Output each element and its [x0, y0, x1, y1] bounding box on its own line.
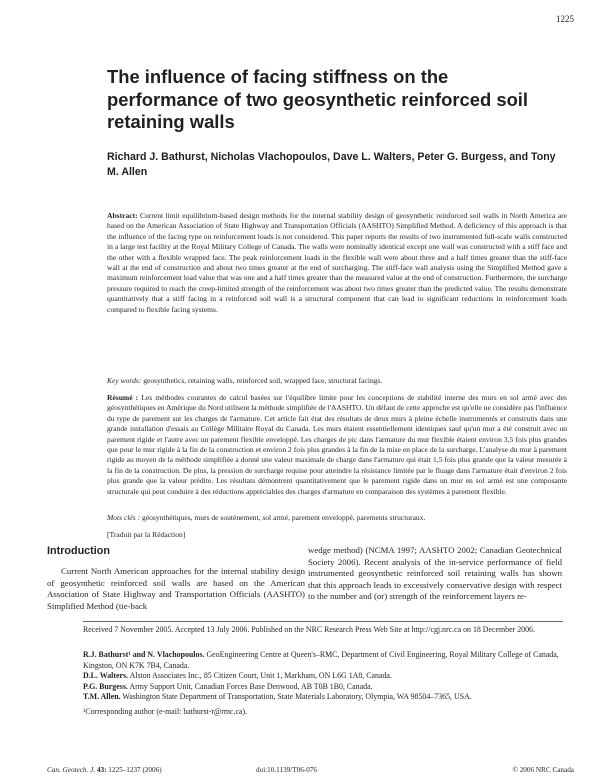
affiliation-text: Alston Associates Inc., 85 Citizen Court, Unit 1, Markham, ON L6G 1A8, Canada.	[129, 671, 392, 681]
affiliation-name: D.L. Walters.	[83, 671, 129, 681]
motscles-text: géosynthétiques, murs de soutènement, sol armé, parement enveloppé, parements structuraux.	[142, 513, 426, 522]
affiliation-text: Army Support Unit, Canadian Forces Base Denwood, AB T0B 1B0, Canada.	[129, 681, 373, 691]
resume-label: Résumé :	[107, 393, 139, 402]
section-heading-introduction: Introduction	[47, 545, 110, 557]
intro-right-column: wedge method) (NCMA 1997; AASHTO 2002; Canadian Geotechnical Society 2006). Recent analysis of the in-service performance of field instrumented geosynthetic reinforced soil retaining walls has shown that this approach leads to excessively conservative design with respect to the number and (or) strength of the reinforcement layers re-	[308, 545, 562, 602]
affiliation-name: R.J. Bathurst¹ and N. Vlachopoulos.	[83, 650, 205, 659]
journal-volume: 43:	[96, 766, 107, 774]
keywords-text: geosynthetics, retaining walls, reinforced soil, wrapped face, structural facings.	[143, 376, 383, 385]
affiliations	[83, 650, 563, 718]
received-note: Received 7 November 2005. Accepted 13 July 2006. Published on the NRC Research Press Web Site at http://cgj.nrc.ca on 18 December 2006.	[83, 625, 535, 634]
copyright: © 2006 NRC Canada	[512, 766, 574, 774]
abstract-label: Abstract:	[107, 211, 138, 220]
keywords-label: Key words:	[107, 376, 142, 385]
resume-text: Les méthodes courantes de calcul basées sur l'équilibre limite pour les conceptions de stabilité interne des murs en sol armé avec des géosynthétiques en Amérique du Nord utilisent la méthode simplifiée de l'AASHTO. Un défaut de cette approche est qu'elle ne considère pas l'influence du type de parement sur les charges de l'armature. Cet article fait état des résultats de deux murs à pleine échelle instrumentés et construits dans une grande installation d'essais au Collège Militaire Royal du Canada. Les murs étaient essentiellement identiques sauf qu'un mur a été construit avec un parement rigide et l'autre avec un parement flexible enveloppé. Les charges de pic dans l'armature du mur flexible étaient environ 3,5 fois plus grandes que pour le mur rigide à la fin de la construction et environ 2 fois plus grandes à la fin de la mise en place de la surcharge. L'analyse du mur à parement rigide au moyen de la méthode simplifiée a donné une valeur maximale de charge dans l'armature qui était 1,5 fois plus grande que la valeur mesurée à la fin de la construction. De plus, la pression de surcharge requise pour atteindre la résistance limitée par le fluage dans l'armature était d'environ 2 fois plus grande que la valeur prédite. Les résultats démontrent quantitativement que le parement rigide dans un mur en sol armé est une composante structurale qui peut conduire à des réductions appréciables des charges d'armature en comparaison des systèmes à parement flexible.	[107, 393, 567, 496]
abstract-text: Current limit equilibrium-based design methods for the internal stability design of geosynthetic reinforced soil walls in North America are based on the American Association of State Highway and Transportation Officials (AASHTO) Simplified Method. A deficiency of this approach is that the influence of the facing type on reinforcement loads is not considered. This paper reports the results of two instrumented full-scale walls constructed in a large test facility at the Royal Military College of Canada. The walls were nominally identical except one wall was constructed with a stiff face and the other with a flexible wrapped face. The peak reinforcement loads in the flexible wall were about three and a half times greater than the stiff-face wall at the end of construction and about two times greater at the end of surcharging. The stiff-face wall analysis using the Simplified Method gave a maximum reinforcement load value that was one and a half times greater than the measured value at the end of construction. Furthermore, the surcharge pressure required to reach the creep-limited strength of the reinforcement was about two times greater than the predicted value. The results demonstrate quantitatively that a stiff facing in a reinforced soil wall is a structural component that can lead to significant reductions in reinforcement loads compared to flexible facing systems.	[107, 211, 567, 314]
affiliation-name: P.G. Burgess.	[83, 681, 128, 691]
keywords	[107, 376, 567, 386]
page-number: 1225	[556, 14, 574, 24]
affiliation-text: Washington State Department of Transportation, State Materials Laboratory, Olympia, WA 98504–7365, USA.	[122, 692, 472, 702]
mots-cles	[107, 513, 567, 523]
resume	[107, 393, 567, 497]
translation-note: [Traduit par la Rédaction]	[107, 530, 186, 539]
journal-name: Can. Geotech. J.	[47, 766, 96, 774]
notes-divider	[83, 621, 563, 622]
affiliation-item	[83, 671, 563, 682]
affiliation-item	[83, 682, 563, 693]
journal-pages: 1225–1237 (2006)	[108, 766, 162, 774]
doi: doi:10.1139/T06-076	[256, 766, 318, 774]
author-list: Richard J. Bathurst, Nicholas Vlachopoulos, Dave L. Walters, Peter G. Burgess, and Tony M. Allen	[107, 151, 556, 178]
motscles-label: Mots clés :	[107, 513, 141, 522]
paper-title: The influence of facing stiffness on the performance of two geosynthetic reinforced soil retaining walls	[107, 66, 529, 132]
affiliation-text: GeoEngineering Centre at Queen's–RMC, Department of Civil Engineering, Royal Military College of Canada, Kingston, ON K7K 7B4, Canada.	[83, 650, 559, 670]
affiliation-item	[83, 692, 563, 703]
affiliation-item	[83, 650, 563, 671]
journal-citation	[47, 766, 162, 774]
affiliation-name: T.M. Allen.	[83, 692, 121, 702]
abstract	[107, 211, 567, 315]
corresponding-author: ¹Corresponding author (e-mail: bathurst-r@rmc.ca).	[83, 706, 248, 716]
intro-left-column: Current North American approaches for the internal stability design of geosynthetic reinforced soil walls are based on the American Association of State Highway and Transportation Officials (AASHTO) Simplified Method (tie-back	[47, 566, 305, 611]
